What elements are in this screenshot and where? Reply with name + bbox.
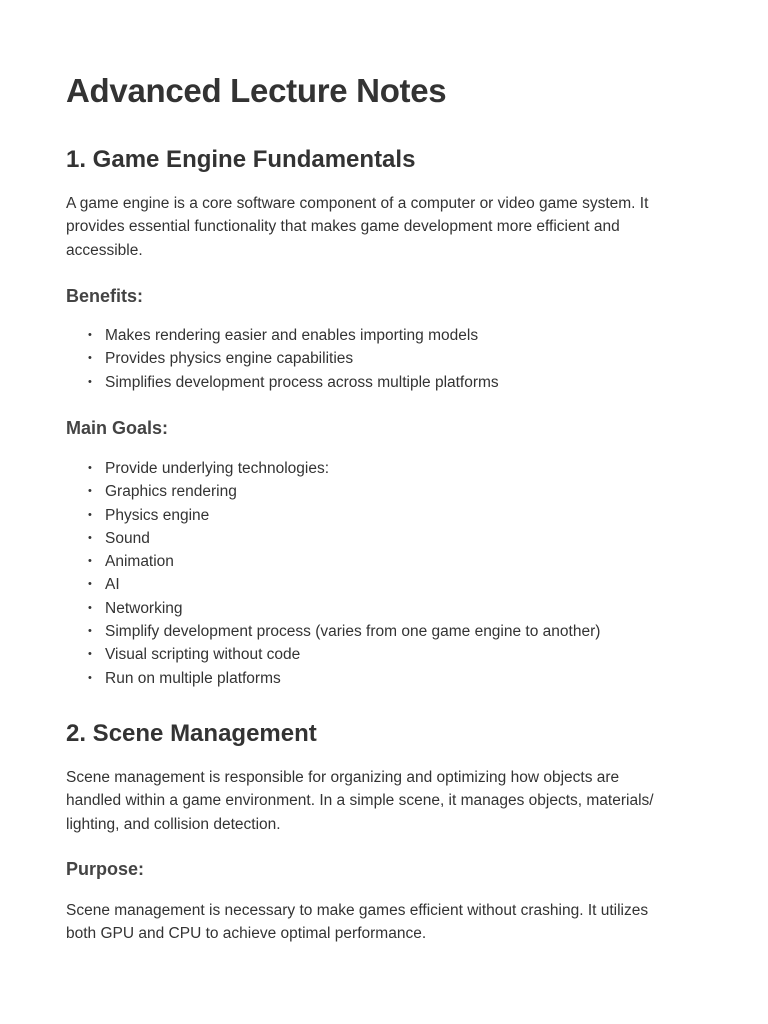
main-goals-list xyxy=(88,457,600,690)
paragraph-line: Scene management is responsible for organizing and optimizing how objects are xyxy=(66,769,620,786)
paragraph-line: accessible. xyxy=(66,241,143,259)
paragraph-line: Scene management is necessary to make games efficient without crashing. It utilizes xyxy=(66,902,649,919)
list-item: • Visual scripting without code xyxy=(88,643,600,666)
list-item: • Networking xyxy=(88,597,600,620)
subheading-purpose: Purpose: xyxy=(66,859,145,879)
paragraph-line: lighting, and collision detection. xyxy=(66,815,281,833)
section-heading-game-engine: 1. Game Engine Fundamentals xyxy=(66,146,416,173)
subheading-benefits: Benefits: xyxy=(66,286,144,306)
paragraph-line: both GPU and CPU to achieve optimal performance. xyxy=(66,925,427,943)
section-intro-scene-management xyxy=(66,766,706,836)
paragraph-line: handled within a game environment. In a simple scene, it manages objects, materials/ xyxy=(66,792,654,810)
paragraph-line: provides essential functionality that makes game development more efficient and xyxy=(66,218,620,236)
list-item: • Simplifies development process across multiple platforms xyxy=(88,371,499,394)
list-item: • Animation xyxy=(88,550,600,573)
list-item: • Simplify development process (varies from one game engine to another) xyxy=(88,620,600,643)
list-item: • Provide underlying technologies: xyxy=(88,457,600,480)
purpose-paragraph xyxy=(66,899,706,946)
section-intro-game-engine xyxy=(66,192,706,262)
section-heading-scene-management: 2. Scene Management xyxy=(66,720,317,747)
list-item: • AI xyxy=(88,573,600,596)
list-item: • Physics engine xyxy=(88,504,600,527)
list-item: • Provides physics engine capabilities xyxy=(88,347,499,370)
list-item: • Makes rendering easier and enables importing models xyxy=(88,324,499,347)
benefits-list xyxy=(88,324,499,394)
paragraph-line: A game engine is a core software component of a computer or video game system. It xyxy=(66,195,649,212)
list-item: • Run on multiple platforms xyxy=(88,667,600,690)
list-item: • Graphics rendering xyxy=(88,480,600,503)
list-item: • Sound xyxy=(88,527,600,550)
subheading-main-goals: Main Goals: xyxy=(66,418,169,438)
document-title: Advanced Lecture Notes xyxy=(66,72,447,109)
